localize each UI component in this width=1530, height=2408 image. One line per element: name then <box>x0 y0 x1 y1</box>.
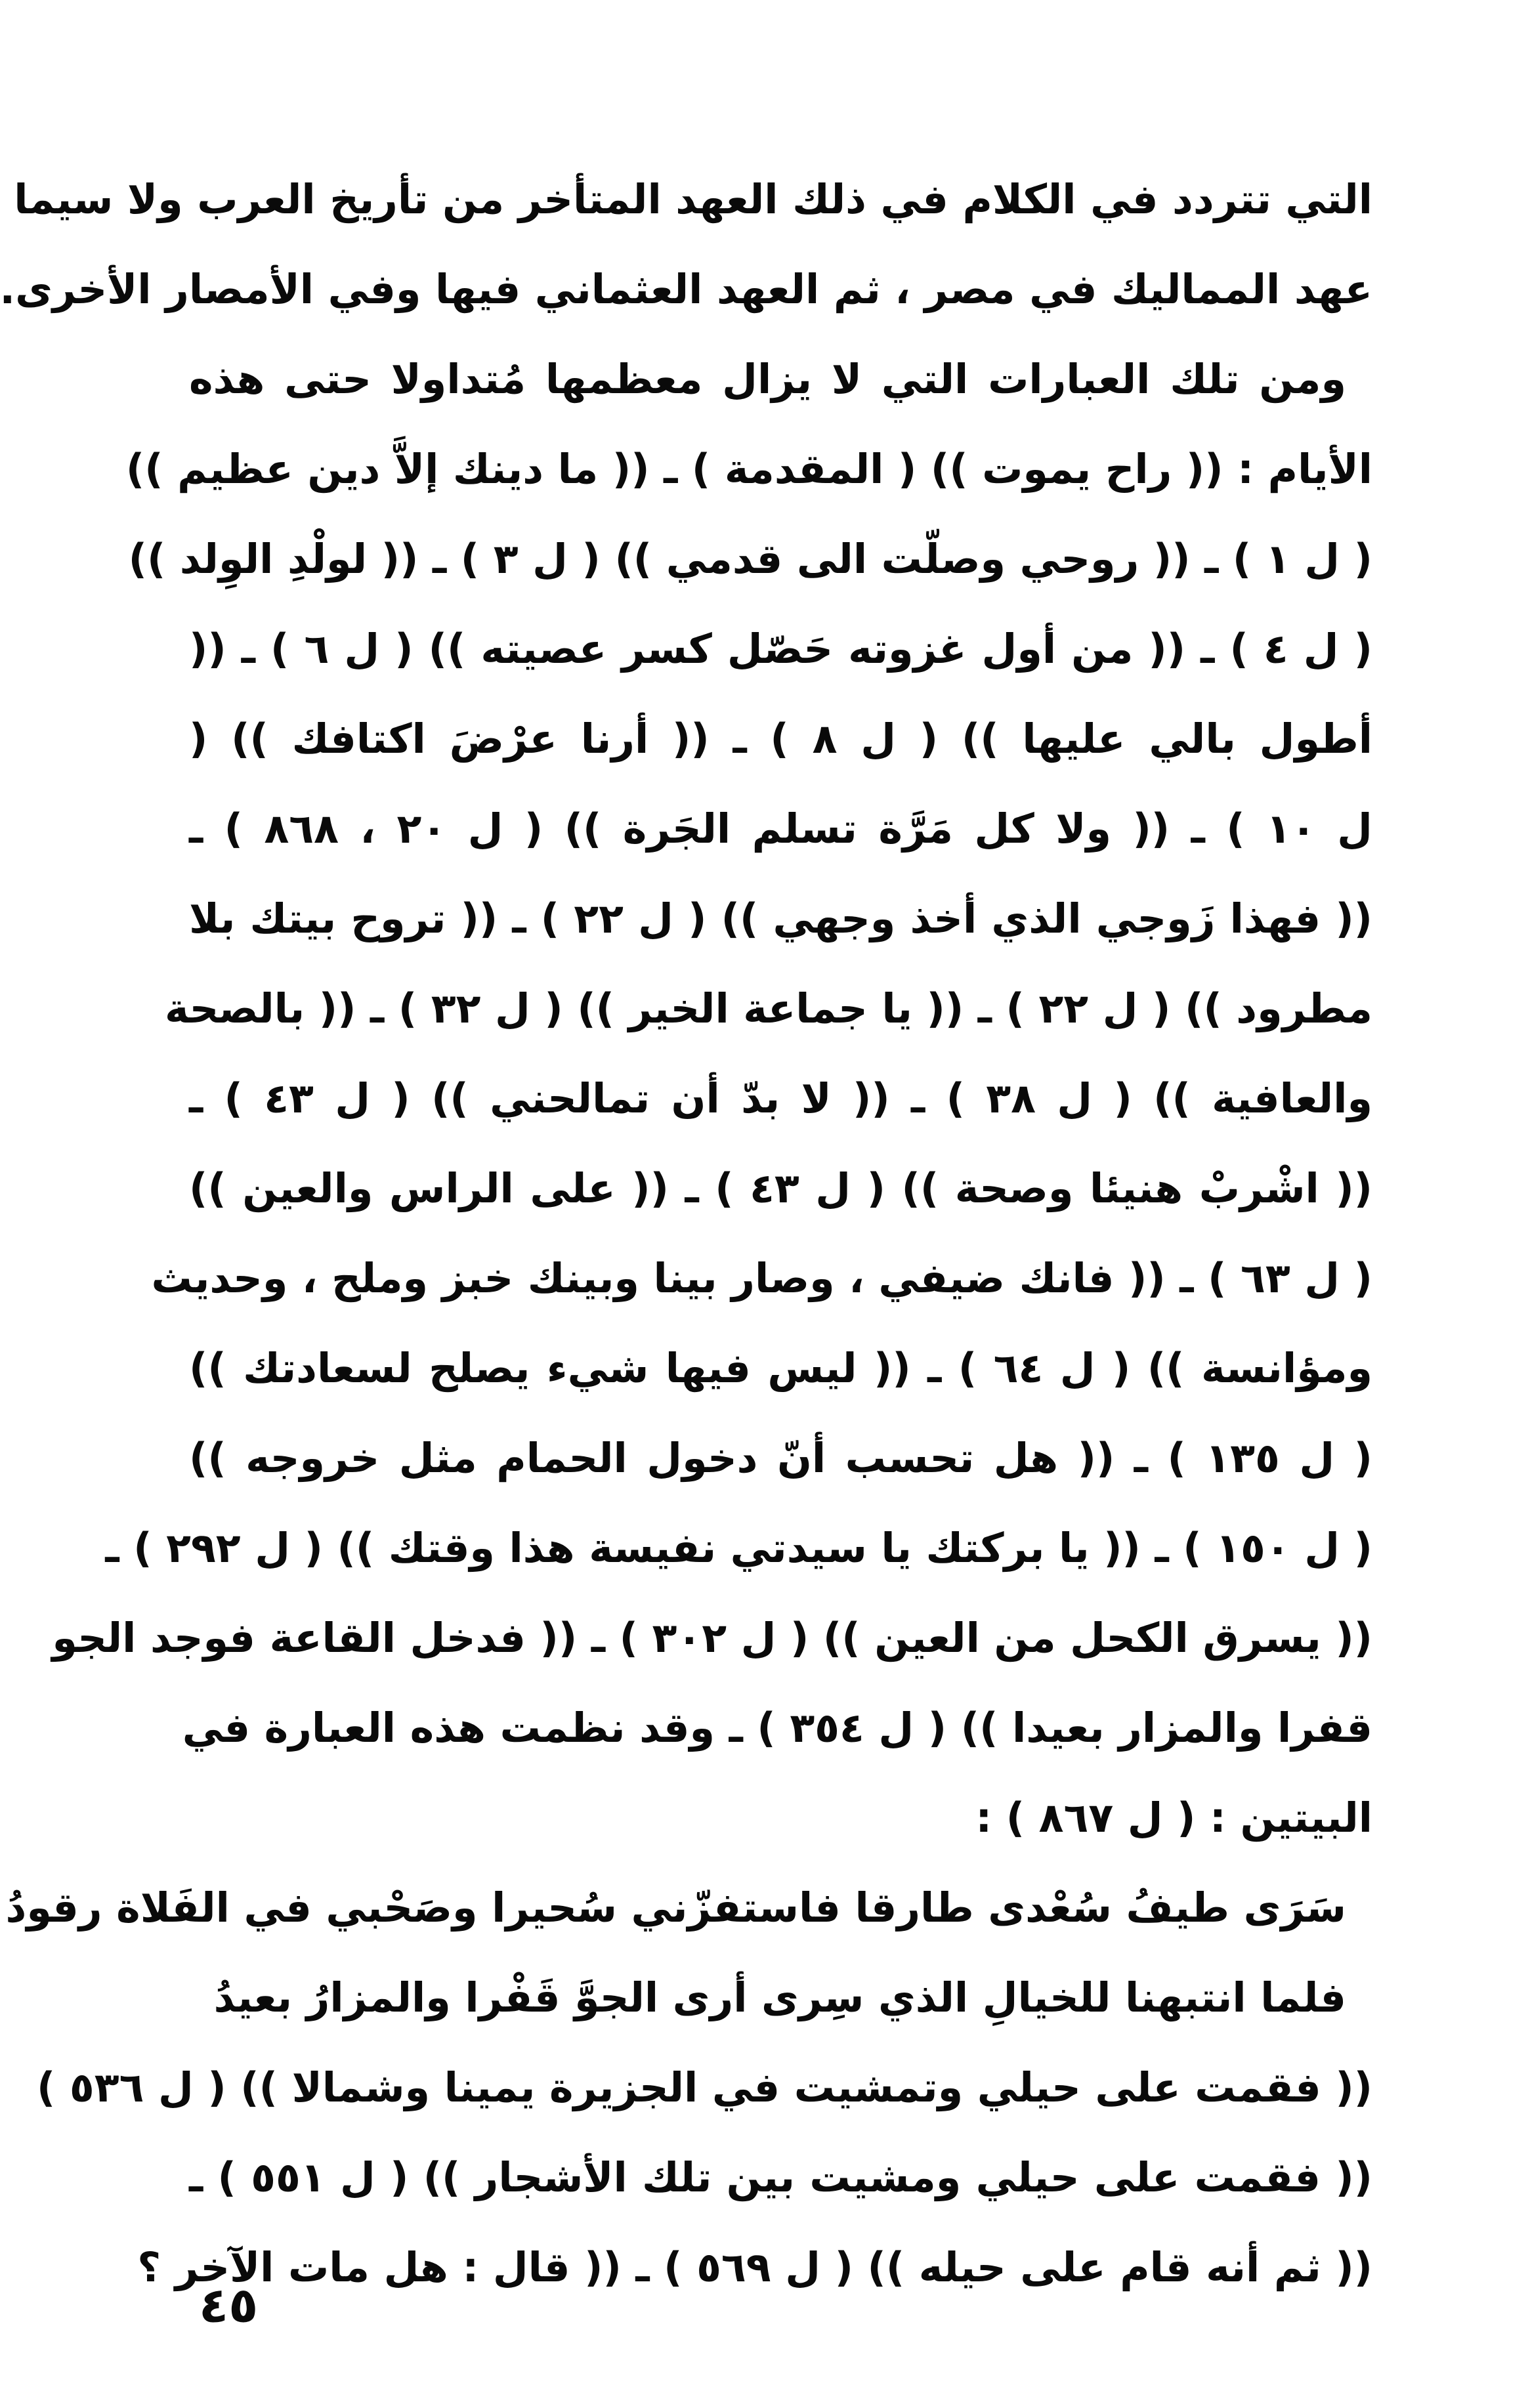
text-line: مطرود )) ( ل ٢٢ ) ـ (( يا جماعة الخير )) ( ل ٣٢ ) ـ (( بالصحة <box>165 984 1372 1032</box>
text-line: البيتين : ( ل ٨٦٧ ) : <box>975 1794 1372 1842</box>
text-line: ومؤانسة )) ( ل ٦٤ ) ـ (( ليس فيها شيء يصلح لسعادتك )) <box>189 1344 1372 1392</box>
text-line: أطول بالي عليها )) ( ل ٨ ) ـ (( أرنا عرْضَ اكتافك )) ( <box>189 715 1372 763</box>
text-line: ل ١٠ ) ـ (( ولا كل مَرَّة تسلم الجَرة )) ( ل ٢٠ ، ٨٦٨ ) ـ <box>189 805 1372 853</box>
text-line: ( ل ١٥٠ ) ـ (( يا بركتك يا سيدتي نفيسة هذا وقتك )) ( ل ٢٩٢ ) ـ <box>105 1524 1372 1572</box>
poem-verse: فلما انتبهنا للخيالِ الذي سِرى أرى الجوَّ قَفْرا والمزارُ بعيدُ <box>213 1974 1346 2021</box>
poem-verse: سَرَى طيفُ سُعْدى طارقا فاستفزّني سُحيرا وصَحْبي في الفَلاة رقودُ <box>5 1884 1346 1932</box>
text-line: الأيام : (( راح يموت )) ( المقدمة ) ـ (( ما دينك إلاَّ دين عظيم )) <box>125 445 1372 493</box>
text-line: قفرا والمزار بعيدا )) ( ل ٣٥٤ ) ـ وقد نظمت هذه العبارة في <box>182 1704 1372 1752</box>
text-line: والعافية )) ( ل ٣٨ ) ـ (( لا بدّ أن تمالحني )) ( ل ٤٣ ) ـ <box>189 1074 1372 1122</box>
text-line: (( فقمت على حيلي ومشيت بين تلك الأشجار )) ( ل ٥٥١ ) ـ <box>189 2153 1372 2201</box>
body-text <box>0 154 1373 2312</box>
text-line: ( ل ١٣٥ ) ـ (( هل تحسب أنّ دخول الحمام مثل خروجه )) <box>189 1434 1372 1482</box>
text-line: التي تتردد في الكلام في ذلك العهد المتأخر من تأريخ العرب ولا سيما <box>14 175 1372 223</box>
text-line: ( ل ١ ) ـ (( روحي وصلّت الى قدمي )) ( ل ٣ ) ـ (( لولْدِ الوِلد )) <box>128 535 1372 583</box>
text-line: ( ل ٦٣ ) ـ (( فانك ضيفي ، وصار بينا وبينك خبز وملح ، وحديث <box>151 1254 1372 1302</box>
text-line: (( ثم أنه قام على حيله )) ( ل ٥٦٩ ) ـ (( قال : هل مات الآخر ؟ <box>137 2243 1372 2291</box>
text-line: (( فقمت على حيلي وتمشيت في الجزيرة يمينا وشمالا )) ( ل ٥٣٦ ) <box>36 2063 1372 2111</box>
text-line: (( اشْربْ هنيئا وصحة )) ( ل ٤٣ ) ـ (( على الراس والعين )) <box>189 1164 1372 1212</box>
text-line: عهد المماليك في مصر ، ثم العهد العثماني فيها وفي الأمصار الأخرى. <box>0 265 1372 313</box>
text-line: (( فهذا زَوجي الذي أخذ وجهي )) ( ل ٢٢ ) ـ (( تروح بيتك بلا <box>189 895 1372 942</box>
text-line: ومن تلك العبارات التي لا يزال معظمها مُتداولا حتى هذه <box>189 355 1346 403</box>
text-line: ( ل ٤ ) ـ (( من أول غزوته حَصّل كسر عصيته )) ( ل ٦ ) ـ (( <box>189 625 1373 673</box>
text-line: (( يسرق الكحل من العين )) ( ل ٣٠٢ ) ـ (( فدخل القاعة فوجد الجو <box>52 1614 1372 1662</box>
page-number: ٤٥ <box>199 2277 259 2334</box>
